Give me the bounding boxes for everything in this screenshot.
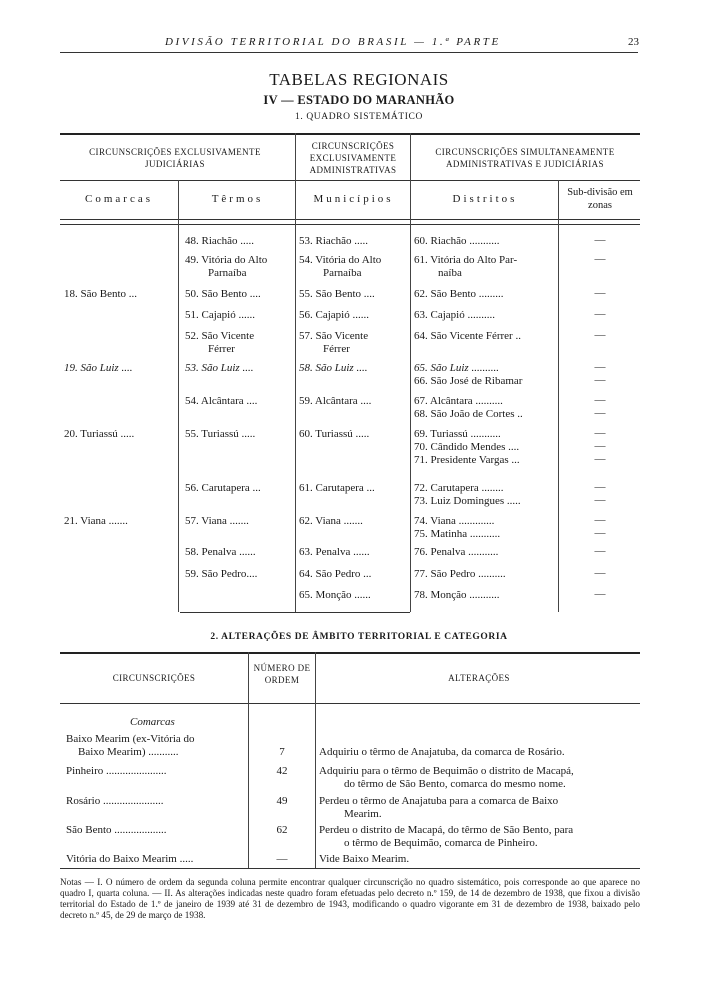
termo-cell: 57. Viana .......	[185, 515, 249, 527]
municipio-cell: 58. São Luiz ....	[299, 362, 368, 374]
termo-cell: 54. Alcântara ....	[185, 395, 258, 407]
zone-dash: —	[594, 588, 606, 600]
col-header-distritos: Distritos	[452, 193, 518, 205]
distrito-cell: 74. Viana .............	[414, 515, 495, 527]
municipio-cell: Parnaíba	[323, 267, 362, 279]
col-header-subdivisao: Sub-divisão em zonas	[567, 187, 633, 211]
distrito-cell: 65. São Luiz ..........	[414, 362, 499, 374]
zone-dash: —	[594, 527, 606, 539]
distrito-cell: 72. Carutapera ........	[414, 482, 504, 494]
municipio-cell: 63. Penalva ......	[299, 546, 370, 558]
termo-cell: 52. São Vicente	[185, 330, 255, 342]
alteration-text: Vide Baixo Mearim.	[319, 853, 410, 865]
distrito-cell: naíba	[438, 267, 462, 279]
distrito-cell: 66. São José de Ribamar	[414, 375, 523, 387]
zone-dash: —	[594, 567, 606, 579]
distrito-cell: 60. Riachão ...........	[414, 235, 500, 247]
comarca-cell: 19. São Luiz ....	[64, 362, 133, 374]
municipio-cell: 65. Monção ......	[299, 589, 371, 601]
termo-cell: 58. Penalva ......	[185, 546, 256, 558]
alteration-text: o têrmo de Bequimão, comarca de Pinheiro.	[344, 837, 538, 849]
header-numero-ordem: NÚMERO DE ORDEM	[253, 663, 311, 685]
circunscricao-name: Rosário ......................	[66, 795, 164, 807]
distrito-cell: 71. Presidente Vargas ...	[414, 454, 520, 466]
distrito-cell: 61. Vitória do Alto Par-	[414, 254, 518, 266]
municipio-cell: 54. Vitória do Alto	[299, 254, 382, 266]
table2-bottom-rule	[60, 868, 640, 869]
termo-cell: 51. Cajapió ......	[185, 309, 255, 321]
alteration-text: Perdeu o distrito de Macapá, do têrmo de São Bento, para	[319, 824, 574, 836]
header-alteracoes: ALTERAÇÕES	[448, 673, 510, 683]
circunscricao-name: Pinheiro ......................	[66, 765, 167, 777]
distrito-cell: 64. São Vicente Férrer ..	[414, 330, 521, 342]
termo-cell: Férrer	[208, 343, 235, 355]
col-header-comarcas: Comarcas	[85, 193, 153, 205]
order-number: —	[276, 853, 288, 865]
municipio-cell: Férrer	[323, 343, 350, 355]
municipio-cell: 55. São Bento ....	[299, 288, 375, 300]
distrito-cell: 67. Alcântara ..........	[414, 395, 503, 407]
group-header-simultaneas: CIRCUNSCRIÇÕES SIMULTANEAMENTE ADMINISTRATIVAS E JUDICIÁRIAS	[435, 147, 615, 169]
zone-dash: —	[594, 407, 606, 419]
municipio-cell: 59. Alcântara ....	[299, 395, 372, 407]
zone-dash: —	[594, 427, 606, 439]
distrito-cell: 77. São Pedro ..........	[414, 568, 506, 580]
order-number: 42	[276, 765, 288, 777]
municipio-cell: 53. Riachão .....	[299, 235, 369, 247]
distrito-cell: 70. Cândido Mendes ....	[414, 441, 520, 453]
table1-top-rule	[60, 133, 640, 135]
header-rule	[60, 52, 638, 53]
table1-vrule	[410, 133, 411, 612]
zone-dash: —	[594, 545, 606, 557]
table2-vrule	[248, 652, 249, 868]
table1-header-rule	[60, 219, 640, 220]
distrito-cell: 62. São Bento .........	[414, 288, 504, 300]
table1-group-rule	[60, 180, 640, 181]
termo-cell: 55. Turiassú .....	[185, 428, 256, 440]
page-number: 23	[628, 36, 639, 48]
zone-dash: —	[594, 494, 606, 506]
distrito-cell: 76. Penalva ...........	[414, 546, 499, 558]
zone-dash: —	[594, 514, 606, 526]
group-header-judiciarias: CIRCUNSCRIÇÕES EXCLUSIVAMENTE JUDICIÁRIAS	[89, 147, 261, 169]
order-number: 62	[276, 824, 288, 836]
distrito-cell: 63. Cajapió ..........	[414, 309, 495, 321]
termo-cell: Parnaíba	[208, 267, 247, 279]
alteration-text: Mearim.	[344, 808, 382, 820]
col-header-municipios: Municípios	[313, 193, 394, 205]
termo-cell: 59. São Pedro....	[185, 568, 258, 580]
comarca-cell: 20. Turiassú .....	[64, 428, 135, 440]
distrito-cell: 68. São João de Cortes ..	[414, 408, 523, 420]
table2-top-rule	[60, 652, 640, 654]
zone-dash: —	[594, 453, 606, 465]
zone-dash: —	[594, 374, 606, 386]
footnotes: Notas — I. O número de ordem da segunda coluna permite encontrar qualquer circunscrição no quadro sistemático, pois corresponde ao que aparece no quadro I, quarta coluna. — II. As alterações indicadas neste quadro foram efetuadas pelo decreto n.º 159, de 14 de dezembro de 1938, que fixou a divisão territorial do Estado de 1.º de janeiro de 1939 até 31 de dezembro de 1943, modificando o quadro vigorante em 31 de dezembro de 1938, baixado pelo decreto n.º 45, de 29 de março de 1938.	[60, 877, 640, 920]
group-header-administrativas: CIRCUNSCRIÇÕES EXCLUSIVAMENTE ADMINISTRATIVAS	[309, 141, 397, 175]
zone-dash: —	[594, 308, 606, 320]
comarca-cell: 21. Viana .......	[64, 515, 128, 527]
termo-cell: 56. Carutapera ...	[185, 482, 261, 494]
table2-header-rule	[60, 703, 640, 704]
distrito-cell: 69. Turiassú ...........	[414, 428, 501, 440]
termo-cell: 48. Riachão .....	[185, 235, 255, 247]
zone-dash: —	[594, 394, 606, 406]
alteration-text: Adquiriu para o têrmo de Bequimão o distrito de Macapá,	[319, 765, 574, 777]
table1-vrule	[178, 180, 179, 612]
termo-cell: 50. São Bento ....	[185, 288, 261, 300]
distrito-cell: 78. Monção ...........	[414, 589, 500, 601]
municipio-cell: 60. Turiassú .....	[299, 428, 370, 440]
zone-dash: —	[594, 253, 606, 265]
zone-dash: —	[594, 329, 606, 341]
zone-dash: —	[594, 234, 606, 246]
subheading-comarcas: Comarcas	[130, 716, 175, 728]
table2-vrule	[315, 652, 316, 868]
table1-header-rule2	[60, 224, 640, 225]
header-circunscricoes: CIRCUNSCRIÇÕES	[112, 673, 196, 683]
municipio-cell: 61. Carutapera ...	[299, 482, 375, 494]
comarca-cell: 18. São Bento ...	[64, 288, 138, 300]
zone-dash: —	[594, 287, 606, 299]
distrito-cell: 75. Matinha ...........	[414, 528, 501, 540]
state-title: IV — ESTADO DO MARANHÃO	[263, 93, 455, 107]
municipio-cell: 64. São Pedro ...	[299, 568, 372, 580]
circunscricao-name: São Bento ...................	[66, 824, 167, 836]
termo-cell: 53. São Luiz ....	[185, 362, 254, 374]
zone-dash: —	[594, 440, 606, 452]
running-title: DIVISÃO TERRITORIAL DO BRASIL — 1.ª PARTE	[165, 36, 501, 48]
table1-vrule	[295, 133, 296, 612]
alteration-text: do têrmo de São Bento, comarca do mesmo nome.	[344, 778, 566, 790]
municipio-cell: 57. São Vicente	[299, 330, 369, 342]
col-header-termos: Têrmos	[211, 193, 264, 205]
table2-title: 2. ALTERAÇÕES DE ÂMBITO TERRITORIAL E CATEGORIA	[210, 632, 508, 642]
zone-dash: —	[594, 361, 606, 373]
circunscricao-name: Baixo Mearim (ex-Vitória do	[66, 733, 195, 745]
alteration-text: Perdeu o têrmo de Anajatuba para a comarca de Baixo	[319, 795, 559, 807]
termo-cell: 49. Vitória do Alto	[185, 254, 268, 266]
main-title: TABELAS REGIONAIS	[269, 70, 449, 89]
zone-dash: —	[594, 481, 606, 493]
distrito-cell: 73. Luiz Domingues .....	[414, 495, 521, 507]
table1-vrule	[558, 180, 559, 612]
order-number: 7	[279, 746, 285, 758]
circunscricao-name: Vitória do Baixo Mearim .....	[66, 853, 194, 865]
section-title: 1. QUADRO SISTEMÁTICO	[295, 112, 423, 122]
table1-bottom-rule	[180, 612, 410, 613]
municipio-cell: 56. Cajapió ......	[299, 309, 369, 321]
circunscricao-name: Baixo Mearim) ...........	[78, 746, 179, 758]
alteration-text: Adquiriu o têrmo de Anajatuba, da comarca de Rosário.	[319, 746, 565, 758]
municipio-cell: 62. Viana .......	[299, 515, 363, 527]
order-number: 49	[276, 795, 288, 807]
